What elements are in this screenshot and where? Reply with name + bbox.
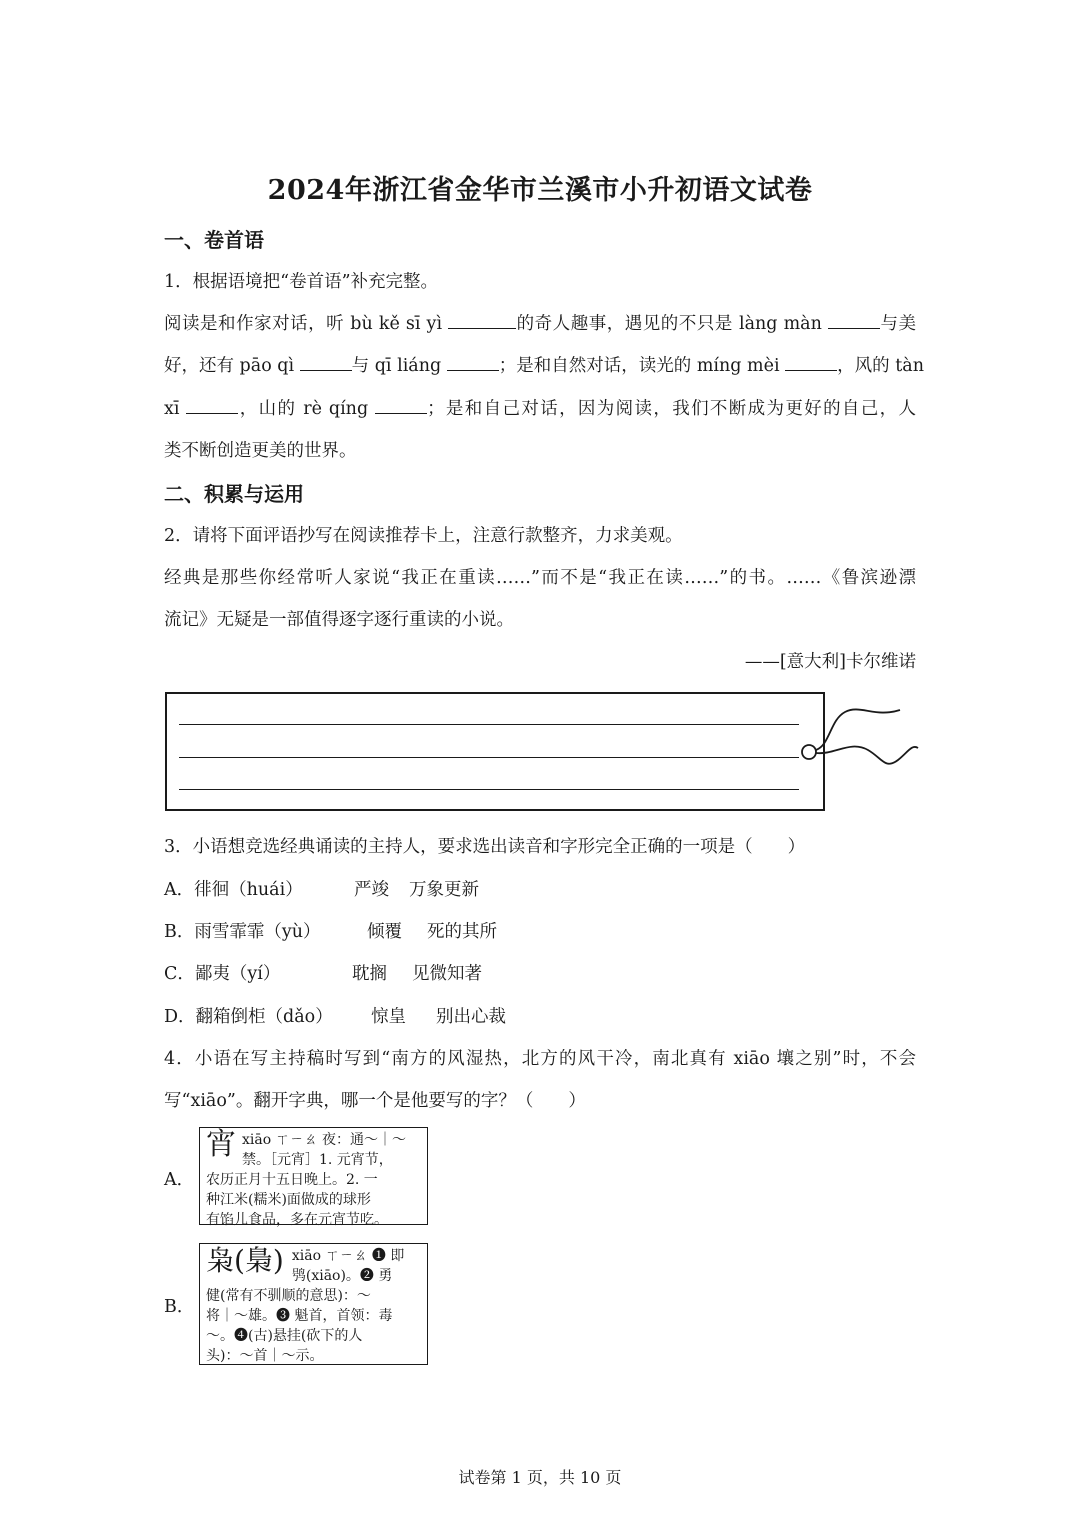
- q4-option-a-label[interactable]: A．: [164, 1170, 195, 1190]
- dictionary-entry-a[interactable]: 宵 xiāo ㄒㄧㄠ 夜：通～｜～ 禁。［元宵］1. 元宵节， 农历正月十五日晚上。2. 一 种江米(糯米)面做成的球形 有馅儿食品，多在元宵节吃。: [199, 1127, 428, 1225]
- question-1-prompt: 1．根据语境把“卷首语”补充完整。: [164, 272, 439, 292]
- quote-line-2: 流记》无疑是一部值得逐字逐行重读的小说。: [164, 610, 514, 630]
- section-heading-2: 二、积累与运用: [164, 482, 304, 506]
- entry-headword: 枭(梟): [206, 1244, 284, 1277]
- answer-blank[interactable]: [375, 399, 427, 414]
- writing-line[interactable]: [179, 789, 799, 790]
- answer-blank[interactable]: [447, 356, 499, 371]
- page-footer: 试卷第 1 页，共 10 页: [458, 1468, 622, 1487]
- answer-blank[interactable]: [828, 314, 880, 329]
- question-2-prompt: 2．请将下面评语抄写在阅读推荐卡上，注意行款整齐，力求美观。: [164, 526, 683, 546]
- card-tassel-icon: [790, 700, 930, 790]
- writing-line[interactable]: [179, 757, 799, 758]
- answer-blank[interactable]: [186, 399, 238, 414]
- q1-line-3: xī ，山的 rè qíng ；是和自己对话，因为阅读，我们不断成为更好的自己，人: [164, 399, 917, 419]
- q1-line-2: 好，还有 pāo qì 与 qī liáng ；是和自然对话，读光的 míng mèi ，风的 tàn: [164, 356, 924, 376]
- answer-blank[interactable]: [300, 356, 352, 371]
- answer-blank[interactable]: [785, 356, 837, 371]
- exam-page: 2024年浙江省金华市兰溪市小升初语文试卷 一、卷首语 1．根据语境把“卷首语”补充完整。 阅读是和作家对话，听 bù kě sī yì 的奇人趣事，遇见的不只是 làng màn 与美 好，还有 pāo qì 与 qī liáng ；是和自然对话，读光的 míng mèi ，风的 tàn xī ，山的 rè qíng ；是和自己对话，因为阅读，我们不断成为更好的自己，人 类不断创造更美的世界。 二、积累与运用 2．请将下面评语抄写在阅读推荐卡上，注意行款整齐，力求美观。 经典是那些你经常听人家说“我正在重读……”而不是“我正在读……”的书。……《鲁滨逊漂 流记》无疑是一部值得逐字逐行重读的小说。 ——[意大利]卡尔维诺 3．小语想竞选经典诵读的主持人，要求选出读音和字形完全正确的一项是（ ） A．徘徊（huái） 严竣 万象更新 B．雨雪霏霏（yù） 倾覆 死的其所 C．鄙夷（yí） 耽搁 见微知著 D．翻箱倒柜（dǎo） 惊皇 别出心裁 4．小语在写主持稿时写到“南方的风湿热，北方的风干冷，南北真有 xiāo 壤之别”时，不会 写“xiāo”。翻开字典，哪一个是他要写的字？（ ） A． 宵 xiāo ㄒㄧㄠ 夜：通～｜～ 禁。［元宵］1. 元宵节， 农历正月十五日晚上。2. 一 种江米(糯米)面做成的球形 有馅儿食品，多在元宵节吃。 B． 枭(梟) xiāo ㄒㄧㄠ ❶ 即 鸮(xiāo)。❷ 勇 健(常有不驯顺的意思)：～ 将｜～雄。❸ 魁首，首领：毒 ～。❹(古)悬挂(砍下的人 头)：～首｜～示。 试卷第 1 页，共 10 页: [0, 0, 1080, 1524]
- recommendation-card[interactable]: [165, 692, 825, 811]
- writing-line[interactable]: [179, 724, 799, 725]
- q1-line-4: 类不断创造更美的世界。: [164, 441, 357, 461]
- question-4-line-1: 4．小语在写主持稿时写到“南方的风湿热，北方的风干冷，南北真有 xiāo 壤之别”时，不会: [164, 1049, 916, 1069]
- quote-attribution: ——[意大利]卡尔维诺: [744, 652, 916, 672]
- q1-line-1: 阅读是和作家对话，听 bù kě sī yì 的奇人趣事，遇见的不只是 làng màn 与美: [164, 314, 916, 334]
- question-4-line-2: 写“xiāo”。翻开字典，哪一个是他要写的字？（ ）: [164, 1091, 586, 1111]
- answer-blank[interactable]: [448, 314, 516, 329]
- dictionary-entry-b[interactable]: 枭(梟) xiāo ㄒㄧㄠ ❶ 即 鸮(xiāo)。❷ 勇 健(常有不驯顺的意思)：～ 将｜～雄。❸ 魁首，首领：毒 ～。❹(古)悬挂(砍下的人 头)：～首｜～示。: [199, 1243, 428, 1365]
- exam-title: 2024年浙江省金华市兰溪市小升初语文试卷: [267, 175, 813, 206]
- section-heading-1: 一、卷首语: [164, 228, 264, 252]
- q4-option-b-label[interactable]: B．: [164, 1297, 195, 1317]
- question-3-prompt: 3．小语想竞选经典诵读的主持人，要求选出读音和字形完全正确的一项是（ ）: [164, 837, 806, 857]
- entry-headword: 宵: [206, 1127, 236, 1162]
- quote-line-1: 经典是那些你经常听人家说“我正在重读……”而不是“我正在读……”的书。……《鲁滨逊漂: [164, 568, 916, 588]
